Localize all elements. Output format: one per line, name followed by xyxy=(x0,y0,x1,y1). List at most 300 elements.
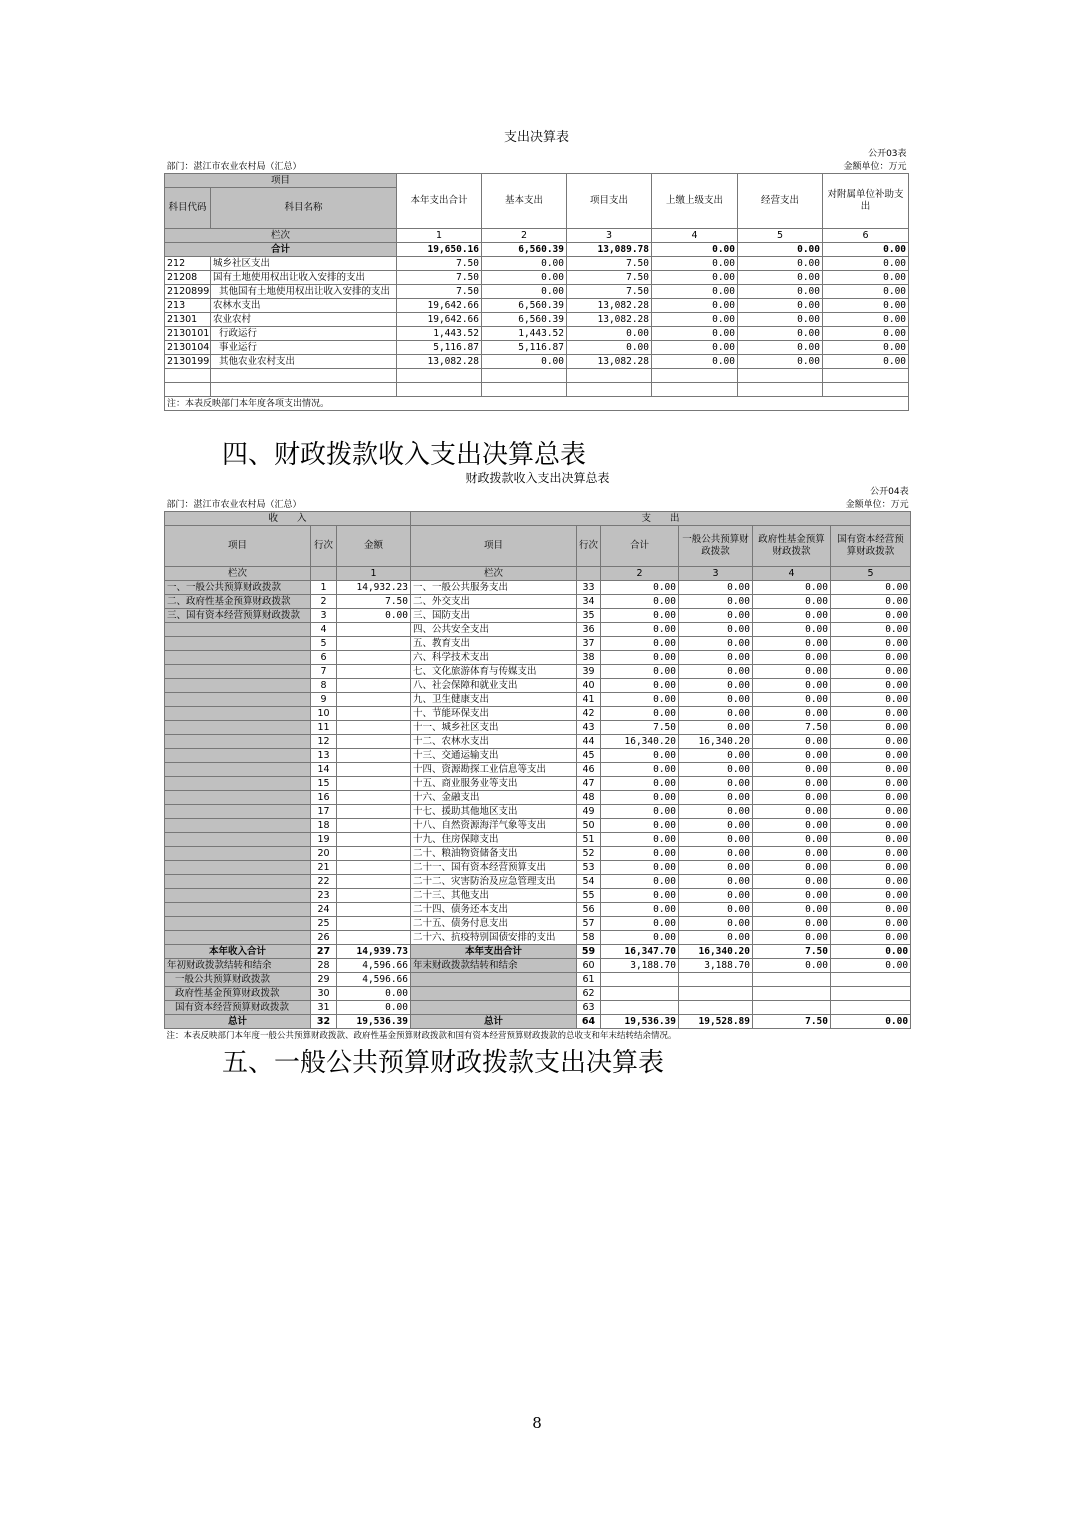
row-code: 213 xyxy=(165,299,211,313)
table-code: 公开04表 xyxy=(870,487,909,497)
expense-value: 0.00 xyxy=(831,609,911,623)
col-num: 1 xyxy=(337,567,411,581)
col-num: 1 xyxy=(397,229,482,243)
col-header: 对附属单位补助支出 xyxy=(823,174,909,229)
expense-value: 0.00 xyxy=(679,749,753,763)
row-no: 10 xyxy=(311,707,337,721)
grand-total-value: 19,536.39 xyxy=(337,1015,411,1029)
table-row xyxy=(165,889,911,903)
row-value: 1,443.52 xyxy=(397,327,482,341)
row-value: 5,116.87 xyxy=(482,341,567,355)
income-item xyxy=(165,735,311,749)
expense-total-value: 16,340.20 xyxy=(679,945,753,959)
income-item xyxy=(165,791,311,805)
row-no: 6 xyxy=(311,651,337,665)
expense-value: 0.00 xyxy=(679,903,753,917)
income-total-label: 本年收入合计 xyxy=(165,945,311,959)
total-value: 0.00 xyxy=(738,243,823,257)
expense-value: 0.00 xyxy=(601,679,679,693)
expense-value: 0.00 xyxy=(831,581,911,595)
row-name: 农林水支出 xyxy=(211,299,397,313)
expense-value: 0.00 xyxy=(601,861,679,875)
header-row: 行次 xyxy=(311,526,337,567)
expense-value: 16,340.20 xyxy=(601,735,679,749)
page-number: 8 xyxy=(532,1414,542,1432)
row-no: 29 xyxy=(311,973,337,987)
income-item xyxy=(165,777,311,791)
row-no: 38 xyxy=(577,651,601,665)
row-no: 44 xyxy=(577,735,601,749)
carry-sub-label: 政府性基金预算财政拨款 xyxy=(165,987,311,1001)
income-item xyxy=(165,931,311,945)
row-no: 22 xyxy=(311,875,337,889)
row-name: 其他农业农村支出 xyxy=(211,355,397,369)
expense-value: 0.00 xyxy=(753,637,831,651)
table-row xyxy=(165,327,909,341)
row-value: 6,560.39 xyxy=(482,299,567,313)
row-no: 46 xyxy=(577,763,601,777)
row-no: 45 xyxy=(577,749,601,763)
expense-value: 0.00 xyxy=(831,847,911,861)
header-project: 项目 xyxy=(165,174,397,188)
table-row xyxy=(165,917,911,931)
row-no: 56 xyxy=(577,903,601,917)
expense-item: 十八、自然资源海洋气象等支出 xyxy=(411,819,577,833)
expense-value: 0.00 xyxy=(753,609,831,623)
row-no: 11 xyxy=(311,721,337,735)
expense-value: 0.00 xyxy=(753,707,831,721)
row-no: 35 xyxy=(577,609,601,623)
row-value: 0.00 xyxy=(652,355,738,369)
expense-value: 0.00 xyxy=(753,735,831,749)
expense-item: 二十三、其他支出 xyxy=(411,889,577,903)
row-value: 7.50 xyxy=(567,271,652,285)
expense-value: 0.00 xyxy=(753,679,831,693)
expense-item: 三、国防支出 xyxy=(411,609,577,623)
expense-value: 0.00 xyxy=(679,609,753,623)
total-value: 0.00 xyxy=(652,243,738,257)
expense-value: 0.00 xyxy=(601,931,679,945)
expense-item: 二十五、债务付息支出 xyxy=(411,917,577,931)
expense-value: 0.00 xyxy=(831,903,911,917)
col-header: 上缴上级支出 xyxy=(652,174,738,229)
income-amount xyxy=(337,735,411,749)
income-amount xyxy=(337,917,411,931)
expense-value: 0.00 xyxy=(679,819,753,833)
row-no: 41 xyxy=(577,693,601,707)
expense-value: 0.00 xyxy=(753,651,831,665)
expense-value: 0.00 xyxy=(831,651,911,665)
expense-value: 0.00 xyxy=(601,917,679,931)
row-no: 25 xyxy=(311,917,337,931)
expense-value: 0.00 xyxy=(753,819,831,833)
expense-value: 0.00 xyxy=(601,609,679,623)
table-row xyxy=(165,861,911,875)
expense-value: 0.00 xyxy=(679,721,753,735)
row-name: 事业运行 xyxy=(211,341,397,355)
header-row: 行次 xyxy=(577,526,601,567)
row-value: 0.00 xyxy=(652,327,738,341)
expense-value: 0.00 xyxy=(831,749,911,763)
row-value: 13,082.28 xyxy=(567,313,652,327)
row-value: 0.00 xyxy=(652,341,738,355)
row-no: 23 xyxy=(311,889,337,903)
expense-value: 0.00 xyxy=(831,665,911,679)
expense-value: 0.00 xyxy=(831,693,911,707)
income-amount xyxy=(337,847,411,861)
expense-item: 十九、住房保障支出 xyxy=(411,833,577,847)
table-row xyxy=(165,693,911,707)
header-code: 科目代码 xyxy=(165,188,211,229)
row-value: 0.00 xyxy=(823,271,909,285)
income-amount: 0.00 xyxy=(337,609,411,623)
expense-value: 0.00 xyxy=(679,637,753,651)
table-title: 支出决算表 xyxy=(504,130,570,145)
grand-total-label: 总计 xyxy=(165,1015,311,1029)
income-item: 三、国有资本经营预算财政拨款 xyxy=(165,609,311,623)
table-row xyxy=(165,257,909,271)
row-value: 19,642.66 xyxy=(397,299,482,313)
row-name: 其他国有土地使用权出让收入安排的支出 xyxy=(211,285,397,299)
expense-value: 0.00 xyxy=(753,875,831,889)
carry-out-label: 年末财政拨款结转和结余 xyxy=(411,959,577,973)
income-amount xyxy=(337,763,411,777)
row-no: 3 xyxy=(311,609,337,623)
expense-item: 十七、援助其他地区支出 xyxy=(411,805,577,819)
expense-value: 0.00 xyxy=(753,581,831,595)
expense-item: 九、卫生健康支出 xyxy=(411,693,577,707)
row-value: 7.50 xyxy=(397,271,482,285)
income-item xyxy=(165,875,311,889)
row-code: 2130104 xyxy=(165,341,211,355)
income-amount xyxy=(337,791,411,805)
expense-value: 0.00 xyxy=(601,833,679,847)
col-num: 5 xyxy=(831,567,911,581)
grand-total-out-label: 总计 xyxy=(411,1015,577,1029)
expense-value: 0.00 xyxy=(753,805,831,819)
expense-total-label: 本年支出合计 xyxy=(411,945,577,959)
row-no: 62 xyxy=(577,987,601,1001)
expense-value: 0.00 xyxy=(831,861,911,875)
row-no: 47 xyxy=(577,777,601,791)
row-no: 4 xyxy=(311,623,337,637)
expense-header: 支 出 xyxy=(411,512,911,526)
table-row xyxy=(165,623,911,637)
expense-value: 0.00 xyxy=(831,679,911,693)
total-label: 合计 xyxy=(165,243,397,257)
expense-value: 0.00 xyxy=(753,749,831,763)
expense-value: 0.00 xyxy=(679,693,753,707)
row-no: 54 xyxy=(577,875,601,889)
expense-value: 0.00 xyxy=(831,931,911,945)
income-item xyxy=(165,903,311,917)
income-amount: 14,932.23 xyxy=(337,581,411,595)
expense-value: 0.00 xyxy=(601,623,679,637)
expense-value: 0.00 xyxy=(679,665,753,679)
expense-value: 7.50 xyxy=(753,721,831,735)
col-num: 3 xyxy=(567,229,652,243)
expense-item: 十、节能环保支出 xyxy=(411,707,577,721)
income-item xyxy=(165,861,311,875)
row-no: 42 xyxy=(577,707,601,721)
row-value: 0.00 xyxy=(823,355,909,369)
expense-value: 0.00 xyxy=(753,903,831,917)
expense-value: 0.00 xyxy=(601,805,679,819)
expense-item: 十二、农林水支出 xyxy=(411,735,577,749)
col-num: 4 xyxy=(753,567,831,581)
row-no: 31 xyxy=(311,1001,337,1015)
row-no: 50 xyxy=(577,819,601,833)
row-no: 19 xyxy=(311,833,337,847)
row-value: 0.00 xyxy=(652,313,738,327)
section-heading-5: 五、一般公共预算财政拨款支出决算表 xyxy=(222,1048,665,1078)
expense-value: 0.00 xyxy=(753,777,831,791)
col-num: 2 xyxy=(482,229,567,243)
expense-value: 0.00 xyxy=(679,847,753,861)
carry-sub-value: 4,596.66 xyxy=(337,973,411,987)
table-row xyxy=(165,651,911,665)
expense-value: 0.00 xyxy=(831,833,911,847)
income-item xyxy=(165,679,311,693)
income-item xyxy=(165,693,311,707)
income-item xyxy=(165,665,311,679)
unit-label: 金额单位：万元 xyxy=(843,161,907,172)
dept-label: 部门：湛江市农业农村局（汇总） xyxy=(166,161,302,172)
expense-item: 二十一、国有资本经营预算支出 xyxy=(411,861,577,875)
expense-value: 0.00 xyxy=(831,735,911,749)
expense-value: 0.00 xyxy=(831,889,911,903)
row-no: 21 xyxy=(311,861,337,875)
col-header: 本年支出合计 xyxy=(397,174,482,229)
expense-value: 0.00 xyxy=(601,651,679,665)
expense-value: 0.00 xyxy=(601,889,679,903)
expense-value: 0.00 xyxy=(831,721,911,735)
row-value: 0.00 xyxy=(482,285,567,299)
table-row xyxy=(165,341,909,355)
row-name: 行政运行 xyxy=(211,327,397,341)
expense-item: 十一、城乡社区支出 xyxy=(411,721,577,735)
expense-value: 0.00 xyxy=(831,595,911,609)
row-code: 2130199 xyxy=(165,355,211,369)
table-row xyxy=(165,931,911,945)
expense-value: 0.00 xyxy=(679,875,753,889)
row-no: 40 xyxy=(577,679,601,693)
total-value: 6,560.39 xyxy=(482,243,567,257)
row-value: 0.00 xyxy=(738,299,823,313)
income-total-value: 14,939.73 xyxy=(337,945,411,959)
table-row xyxy=(165,735,911,749)
row-no: 15 xyxy=(311,777,337,791)
expense-value: 0.00 xyxy=(601,693,679,707)
row-value: 0.00 xyxy=(823,313,909,327)
table-row xyxy=(165,763,911,777)
expense-value: 0.00 xyxy=(601,903,679,917)
row-no: 61 xyxy=(577,973,601,987)
table-row xyxy=(165,313,909,327)
table-row xyxy=(165,833,911,847)
grand-total-out-value: 0.00 xyxy=(831,1015,911,1029)
row-no: 36 xyxy=(577,623,601,637)
table-row xyxy=(165,875,911,889)
row-code: 2130101 xyxy=(165,327,211,341)
income-item xyxy=(165,707,311,721)
income-amount xyxy=(337,889,411,903)
expense-value: 0.00 xyxy=(679,833,753,847)
row-value: 0.00 xyxy=(738,327,823,341)
table-row xyxy=(165,679,911,693)
expense-value: 0.00 xyxy=(601,791,679,805)
income-item xyxy=(165,637,311,651)
col-label: 栏次 xyxy=(165,229,397,243)
expense-value: 0.00 xyxy=(753,665,831,679)
income-item xyxy=(165,763,311,777)
row-no: 27 xyxy=(311,945,337,959)
header-item: 项目 xyxy=(411,526,577,567)
expense-item: 二、外交支出 xyxy=(411,595,577,609)
row-value: 5,116.87 xyxy=(397,341,482,355)
carry-sub-label: 国有资本经营预算财政拨款 xyxy=(165,1001,311,1015)
expense-value: 0.00 xyxy=(753,931,831,945)
expense-value: 0.00 xyxy=(601,777,679,791)
table-row xyxy=(165,707,911,721)
col-header: 经营支出 xyxy=(738,174,823,229)
row-no: 5 xyxy=(311,637,337,651)
expense-value: 0.00 xyxy=(601,637,679,651)
row-no: 64 xyxy=(577,1015,601,1029)
expense-value: 0.00 xyxy=(831,623,911,637)
table-note: 注：本表反映部门本年度一般公共预算财政拨款、政府性基金预算财政拨款和国有资本经营预算财政拨款的总收支和年末结转结余情况。 xyxy=(166,1030,677,1041)
row-value: 7.50 xyxy=(567,257,652,271)
expense-item: 六、科学技术支出 xyxy=(411,651,577,665)
row-value: 0.00 xyxy=(652,285,738,299)
expense-value: 0.00 xyxy=(831,777,911,791)
expense-value: 0.00 xyxy=(601,581,679,595)
expense-value: 0.00 xyxy=(601,875,679,889)
grand-total-out-value: 7.50 xyxy=(753,1015,831,1029)
row-value: 0.00 xyxy=(482,271,567,285)
income-item xyxy=(165,805,311,819)
row-no: 12 xyxy=(311,735,337,749)
table-row xyxy=(165,637,911,651)
expenditure-table xyxy=(164,128,909,411)
row-value: 0.00 xyxy=(823,257,909,271)
row-no: 14 xyxy=(311,763,337,777)
row-no: 28 xyxy=(311,959,337,973)
col-header: 政府性基金预算财政拨款 xyxy=(753,526,831,567)
expense-item: 二十二、灾害防治及应急管理支出 xyxy=(411,875,577,889)
row-code: 21208 xyxy=(165,271,211,285)
row-value: 0.00 xyxy=(738,257,823,271)
row-value: 0.00 xyxy=(738,271,823,285)
income-amount xyxy=(337,819,411,833)
carry-out-value: 0.00 xyxy=(753,959,831,973)
row-no: 37 xyxy=(577,637,601,651)
expense-value: 0.00 xyxy=(753,791,831,805)
expense-value: 0.00 xyxy=(831,819,911,833)
carry-out-value: 3,188.70 xyxy=(601,959,679,973)
row-no: 33 xyxy=(577,581,601,595)
income-amount xyxy=(337,623,411,637)
header-amount: 金额 xyxy=(337,526,411,567)
expense-value: 0.00 xyxy=(601,595,679,609)
expense-item: 二十、粮油物资储备支出 xyxy=(411,847,577,861)
expense-value: 0.00 xyxy=(601,707,679,721)
income-item xyxy=(165,721,311,735)
income-amount xyxy=(337,637,411,651)
income-item: 二、政府性基金预算财政拨款 xyxy=(165,595,311,609)
row-no: 16 xyxy=(311,791,337,805)
expense-value: 0.00 xyxy=(601,749,679,763)
row-code: 212 xyxy=(165,257,211,271)
expense-value: 0.00 xyxy=(753,763,831,777)
expense-value: 0.00 xyxy=(679,931,753,945)
expense-item: 十六、金融支出 xyxy=(411,791,577,805)
row-no: 52 xyxy=(577,847,601,861)
row-no: 49 xyxy=(577,805,601,819)
row-no: 55 xyxy=(577,889,601,903)
expense-value: 0.00 xyxy=(831,791,911,805)
row-no: 24 xyxy=(311,903,337,917)
expense-item: 一、一般公共服务支出 xyxy=(411,581,577,595)
expense-value: 0.00 xyxy=(601,665,679,679)
carry-out-value: 0.00 xyxy=(831,959,911,973)
table-row xyxy=(165,791,911,805)
header-name: 科目名称 xyxy=(211,188,397,229)
expense-value: 0.00 xyxy=(679,763,753,777)
expense-item: 十四、资源勘探工业信息等支出 xyxy=(411,763,577,777)
carry-value: 4,596.66 xyxy=(337,959,411,973)
col-num: 2 xyxy=(601,567,679,581)
col-header: 项目支出 xyxy=(567,174,652,229)
total-value: 13,089.78 xyxy=(567,243,652,257)
table-row xyxy=(165,285,909,299)
row-no: 51 xyxy=(577,833,601,847)
grand-total-out-value: 19,536.39 xyxy=(601,1015,679,1029)
col-label: 栏次 xyxy=(165,567,311,581)
expense-value: 0.00 xyxy=(679,679,753,693)
expense-item: 二十六、抗疫特别国债安排的支出 xyxy=(411,931,577,945)
row-value: 13,082.28 xyxy=(567,355,652,369)
table-row xyxy=(165,581,911,595)
income-amount xyxy=(337,749,411,763)
row-no: 2 xyxy=(311,595,337,609)
row-no: 18 xyxy=(311,819,337,833)
income-item xyxy=(165,651,311,665)
income-amount: 7.50 xyxy=(337,595,411,609)
row-no: 63 xyxy=(577,1001,601,1015)
row-value: 0.00 xyxy=(567,327,652,341)
col-num: 5 xyxy=(738,229,823,243)
row-no: 39 xyxy=(577,665,601,679)
row-no: 8 xyxy=(311,679,337,693)
total-value: 19,650.16 xyxy=(397,243,482,257)
row-no: 9 xyxy=(311,693,337,707)
col-header: 基本支出 xyxy=(482,174,567,229)
income-item xyxy=(165,749,311,763)
expense-item: 十五、商业服务业等支出 xyxy=(411,777,577,791)
expense-value: 0.00 xyxy=(679,917,753,931)
row-no: 53 xyxy=(577,861,601,875)
expense-value: 0.00 xyxy=(679,777,753,791)
expense-value: 0.00 xyxy=(753,917,831,931)
expense-value: 0.00 xyxy=(679,791,753,805)
expense-value: 0.00 xyxy=(679,889,753,903)
row-value: 13,082.28 xyxy=(567,299,652,313)
expense-total-value: 0.00 xyxy=(831,945,911,959)
carry-sub-label: 一般公共预算财政拨款 xyxy=(165,973,311,987)
row-value: 7.50 xyxy=(397,285,482,299)
row-value: 0.00 xyxy=(652,257,738,271)
